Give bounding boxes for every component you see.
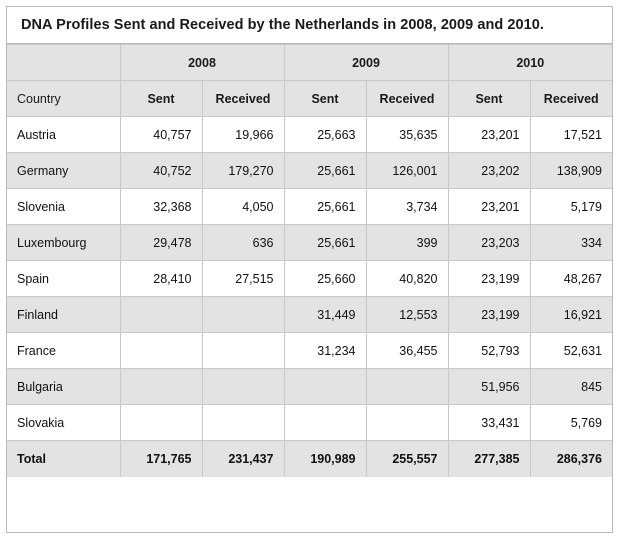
cell-2009-sent: 25,661 (284, 153, 366, 189)
cell-2008-sent: 28,410 (120, 261, 202, 297)
cell-2008-received: 636 (202, 225, 284, 261)
cell-2010-received: 5,769 (530, 405, 612, 441)
cell-2008-received (202, 405, 284, 441)
cell-2008-received: 27,515 (202, 261, 284, 297)
cell-2010-sent: 23,201 (448, 189, 530, 225)
cell-2008-received (202, 369, 284, 405)
table-row (7, 297, 612, 333)
cell-country: Spain (7, 261, 120, 297)
cell-2008-received (202, 333, 284, 369)
cell-2008-received: 179,270 (202, 153, 284, 189)
table-row (7, 261, 612, 297)
cell-2009-sent: 25,660 (284, 261, 366, 297)
column-header-2010-sent: Sent (448, 81, 530, 117)
cell-2010-sent: 23,199 (448, 261, 530, 297)
cell-2009-received (366, 405, 448, 441)
cell-2009-received: 35,635 (366, 117, 448, 153)
cell-2009-sent: 31,234 (284, 333, 366, 369)
cell-2010-received: 52,631 (530, 333, 612, 369)
table-row (7, 153, 612, 189)
page-title: DNA Profiles Sent and Received by the Netherlands in 2008, 2009 and 2010. (21, 17, 544, 33)
cell-2009-received: 12,553 (366, 297, 448, 333)
table-total-row (7, 441, 612, 477)
cell-2009-sent: 25,661 (284, 189, 366, 225)
cell-2010-received: 845 (530, 369, 612, 405)
cell-2010-received: 17,521 (530, 117, 612, 153)
column-header-country: Country (7, 81, 120, 117)
column-header-2008-sent: Sent (120, 81, 202, 117)
cell-country: Luxembourg (7, 225, 120, 261)
column-header-2008-received: Received (202, 81, 284, 117)
table-row (7, 405, 612, 441)
column-header-2009-received: Received (366, 81, 448, 117)
cell-2009-received: 36,455 (366, 333, 448, 369)
cell-2008-received: 4,050 (202, 189, 284, 225)
cell-2009-sent: 25,663 (284, 117, 366, 153)
cell-country: Finland (7, 297, 120, 333)
cell-2010-received: 48,267 (530, 261, 612, 297)
subheader-row (7, 81, 612, 117)
cell-2010-received: 5,179 (530, 189, 612, 225)
cell-country: Austria (7, 117, 120, 153)
dna-profiles-table (7, 44, 612, 477)
cell-2009-received: 40,820 (366, 261, 448, 297)
column-header-2010-received: Received (530, 81, 612, 117)
table-row (7, 369, 612, 405)
column-header-2009-sent: Sent (284, 81, 366, 117)
table-head (7, 45, 612, 117)
cell-total-2010-received: 286,376 (530, 441, 612, 477)
year-header-row (7, 45, 612, 81)
cell-2010-sent: 23,199 (448, 297, 530, 333)
cell-total-label: Total (7, 441, 120, 477)
cell-2008-received: 19,966 (202, 117, 284, 153)
cell-2010-sent: 23,201 (448, 117, 530, 153)
cell-total-2009-sent: 190,989 (284, 441, 366, 477)
corner-cell (7, 45, 120, 81)
cell-2009-sent: 31,449 (284, 297, 366, 333)
year-header-2010: 2010 (448, 45, 612, 81)
cell-total-2008-received: 231,437 (202, 441, 284, 477)
year-header-2009: 2009 (284, 45, 448, 81)
cell-2008-sent: 40,757 (120, 117, 202, 153)
cell-country: Slovakia (7, 405, 120, 441)
cell-2010-received: 334 (530, 225, 612, 261)
cell-2010-received: 138,909 (530, 153, 612, 189)
cell-2009-sent: 25,661 (284, 225, 366, 261)
cell-2008-received (202, 297, 284, 333)
table-row (7, 189, 612, 225)
cell-2009-received: 126,001 (366, 153, 448, 189)
cell-2009-received (366, 369, 448, 405)
cell-2009-sent (284, 369, 366, 405)
cell-country: Bulgaria (7, 369, 120, 405)
cell-total-2009-received: 255,557 (366, 441, 448, 477)
cell-2008-sent (120, 297, 202, 333)
cell-2008-sent (120, 405, 202, 441)
table-row (7, 225, 612, 261)
cell-2010-sent: 23,203 (448, 225, 530, 261)
table-body (7, 117, 612, 477)
cell-2008-sent: 29,478 (120, 225, 202, 261)
cell-2009-sent (284, 405, 366, 441)
cell-2008-sent: 40,752 (120, 153, 202, 189)
cell-2010-received: 16,921 (530, 297, 612, 333)
cell-2008-sent (120, 369, 202, 405)
cell-2010-sent: 23,202 (448, 153, 530, 189)
cell-total-2010-sent: 277,385 (448, 441, 530, 477)
cell-2009-received: 399 (366, 225, 448, 261)
table-card (6, 6, 613, 533)
cell-total-2008-sent: 171,765 (120, 441, 202, 477)
cell-2008-sent: 32,368 (120, 189, 202, 225)
cell-country: Slovenia (7, 189, 120, 225)
cell-2010-sent: 51,956 (448, 369, 530, 405)
cell-country: Germany (7, 153, 120, 189)
cell-2008-sent (120, 333, 202, 369)
table-row (7, 117, 612, 153)
table-row (7, 333, 612, 369)
cell-country: France (7, 333, 120, 369)
year-header-2008: 2008 (120, 45, 284, 81)
cell-2010-sent: 52,793 (448, 333, 530, 369)
cell-2010-sent: 33,431 (448, 405, 530, 441)
cell-2009-received: 3,734 (366, 189, 448, 225)
title-bar (7, 7, 612, 44)
